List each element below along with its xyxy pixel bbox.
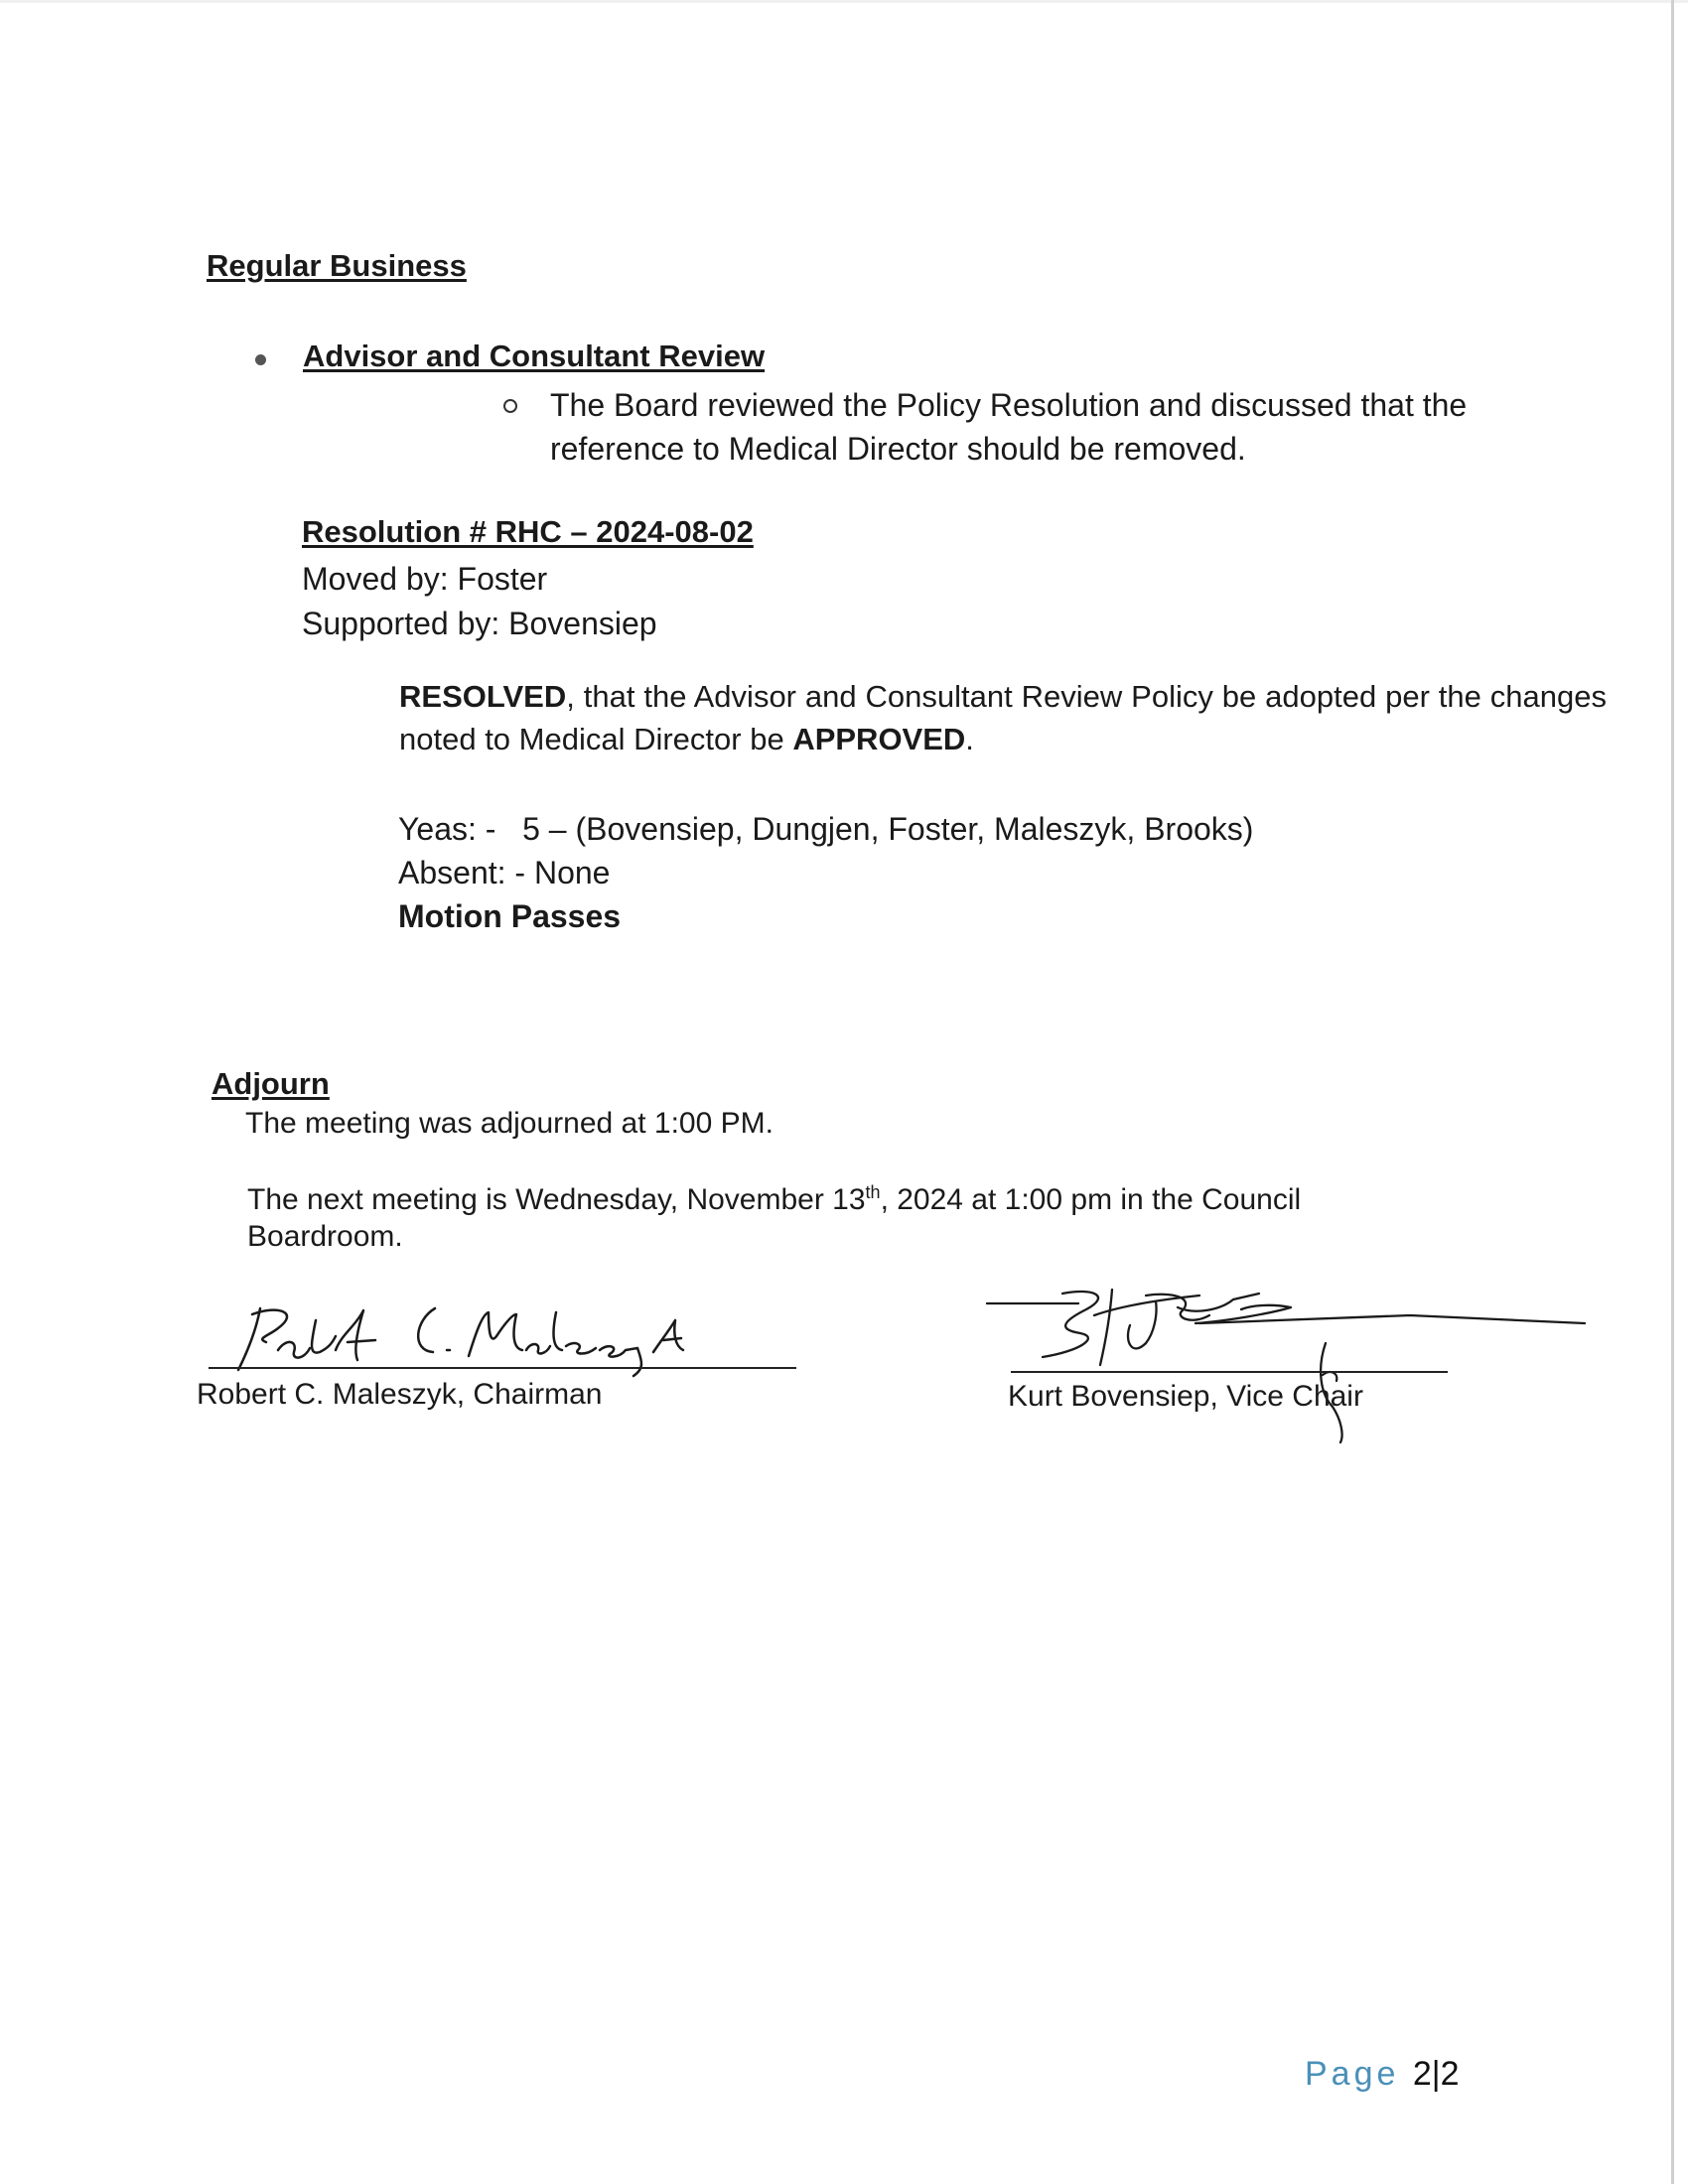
approved-keyword: APPROVED [792, 722, 966, 756]
resolution-supported-by: Supported by: Bovensiep [302, 606, 657, 641]
signatory-left-name: Robert C. Maleszyk, Chairman [197, 1378, 603, 1411]
scan-top-edge [0, 0, 1688, 3]
next-meeting-line-1: The next meeting is Wednesday, November 13th, 2024 at 1:00 pm in the Council [247, 1182, 1302, 1216]
item-note-line-2: reference to Medical Director should be removed. [550, 431, 1246, 467]
signature-line-left [209, 1367, 796, 1369]
signature-line-right [1011, 1371, 1448, 1373]
vote-absent: Absent: - None [398, 855, 611, 890]
vote-outcome: Motion Passes [398, 898, 622, 934]
section-heading-adjourn: Adjourn [211, 1066, 330, 1101]
item-note-line-1: The Board reviewed the Policy Resolution and discussed that the [550, 387, 1468, 423]
next-meeting-line-2: Boardroom. [247, 1220, 403, 1253]
approved-end: . [965, 722, 974, 756]
page-label: Page [1305, 2055, 1400, 2093]
item-title-advisor-review: Advisor and Consultant Review [303, 339, 766, 373]
section-heading-regular-business: Regular Business [207, 248, 467, 283]
page-count: 2|2 [1412, 2055, 1460, 2093]
resolution-number: Resolution # RHC – 2024-08-02 [302, 514, 754, 549]
resolution-paragraph [399, 675, 1607, 760]
resolved-keyword: RESOLVED [399, 679, 567, 714]
adjourn-time-text: The meeting was adjourned at 1:00 PM. [245, 1107, 774, 1140]
resolution-moved-by: Moved by: Foster [302, 561, 548, 597]
page-number [1305, 2055, 1460, 2094]
vote-yeas: Yeas: - 5 – (Bovensiep, Dungjen, Foster, Maleszyk, Brooks) [398, 811, 1254, 847]
scan-right-edge [1671, 0, 1674, 2184]
bullet-dot-icon [255, 354, 266, 365]
signatory-right-name: Kurt Bovensiep, Vice Chair [1008, 1380, 1363, 1413]
bullet-circle-icon [503, 399, 517, 413]
resolved-text: , that the Advisor and Consultant Review Policy be adopted per the changes noted to Medical Director be [399, 679, 1607, 756]
signature-bovensiep [983, 1286, 1599, 1444]
